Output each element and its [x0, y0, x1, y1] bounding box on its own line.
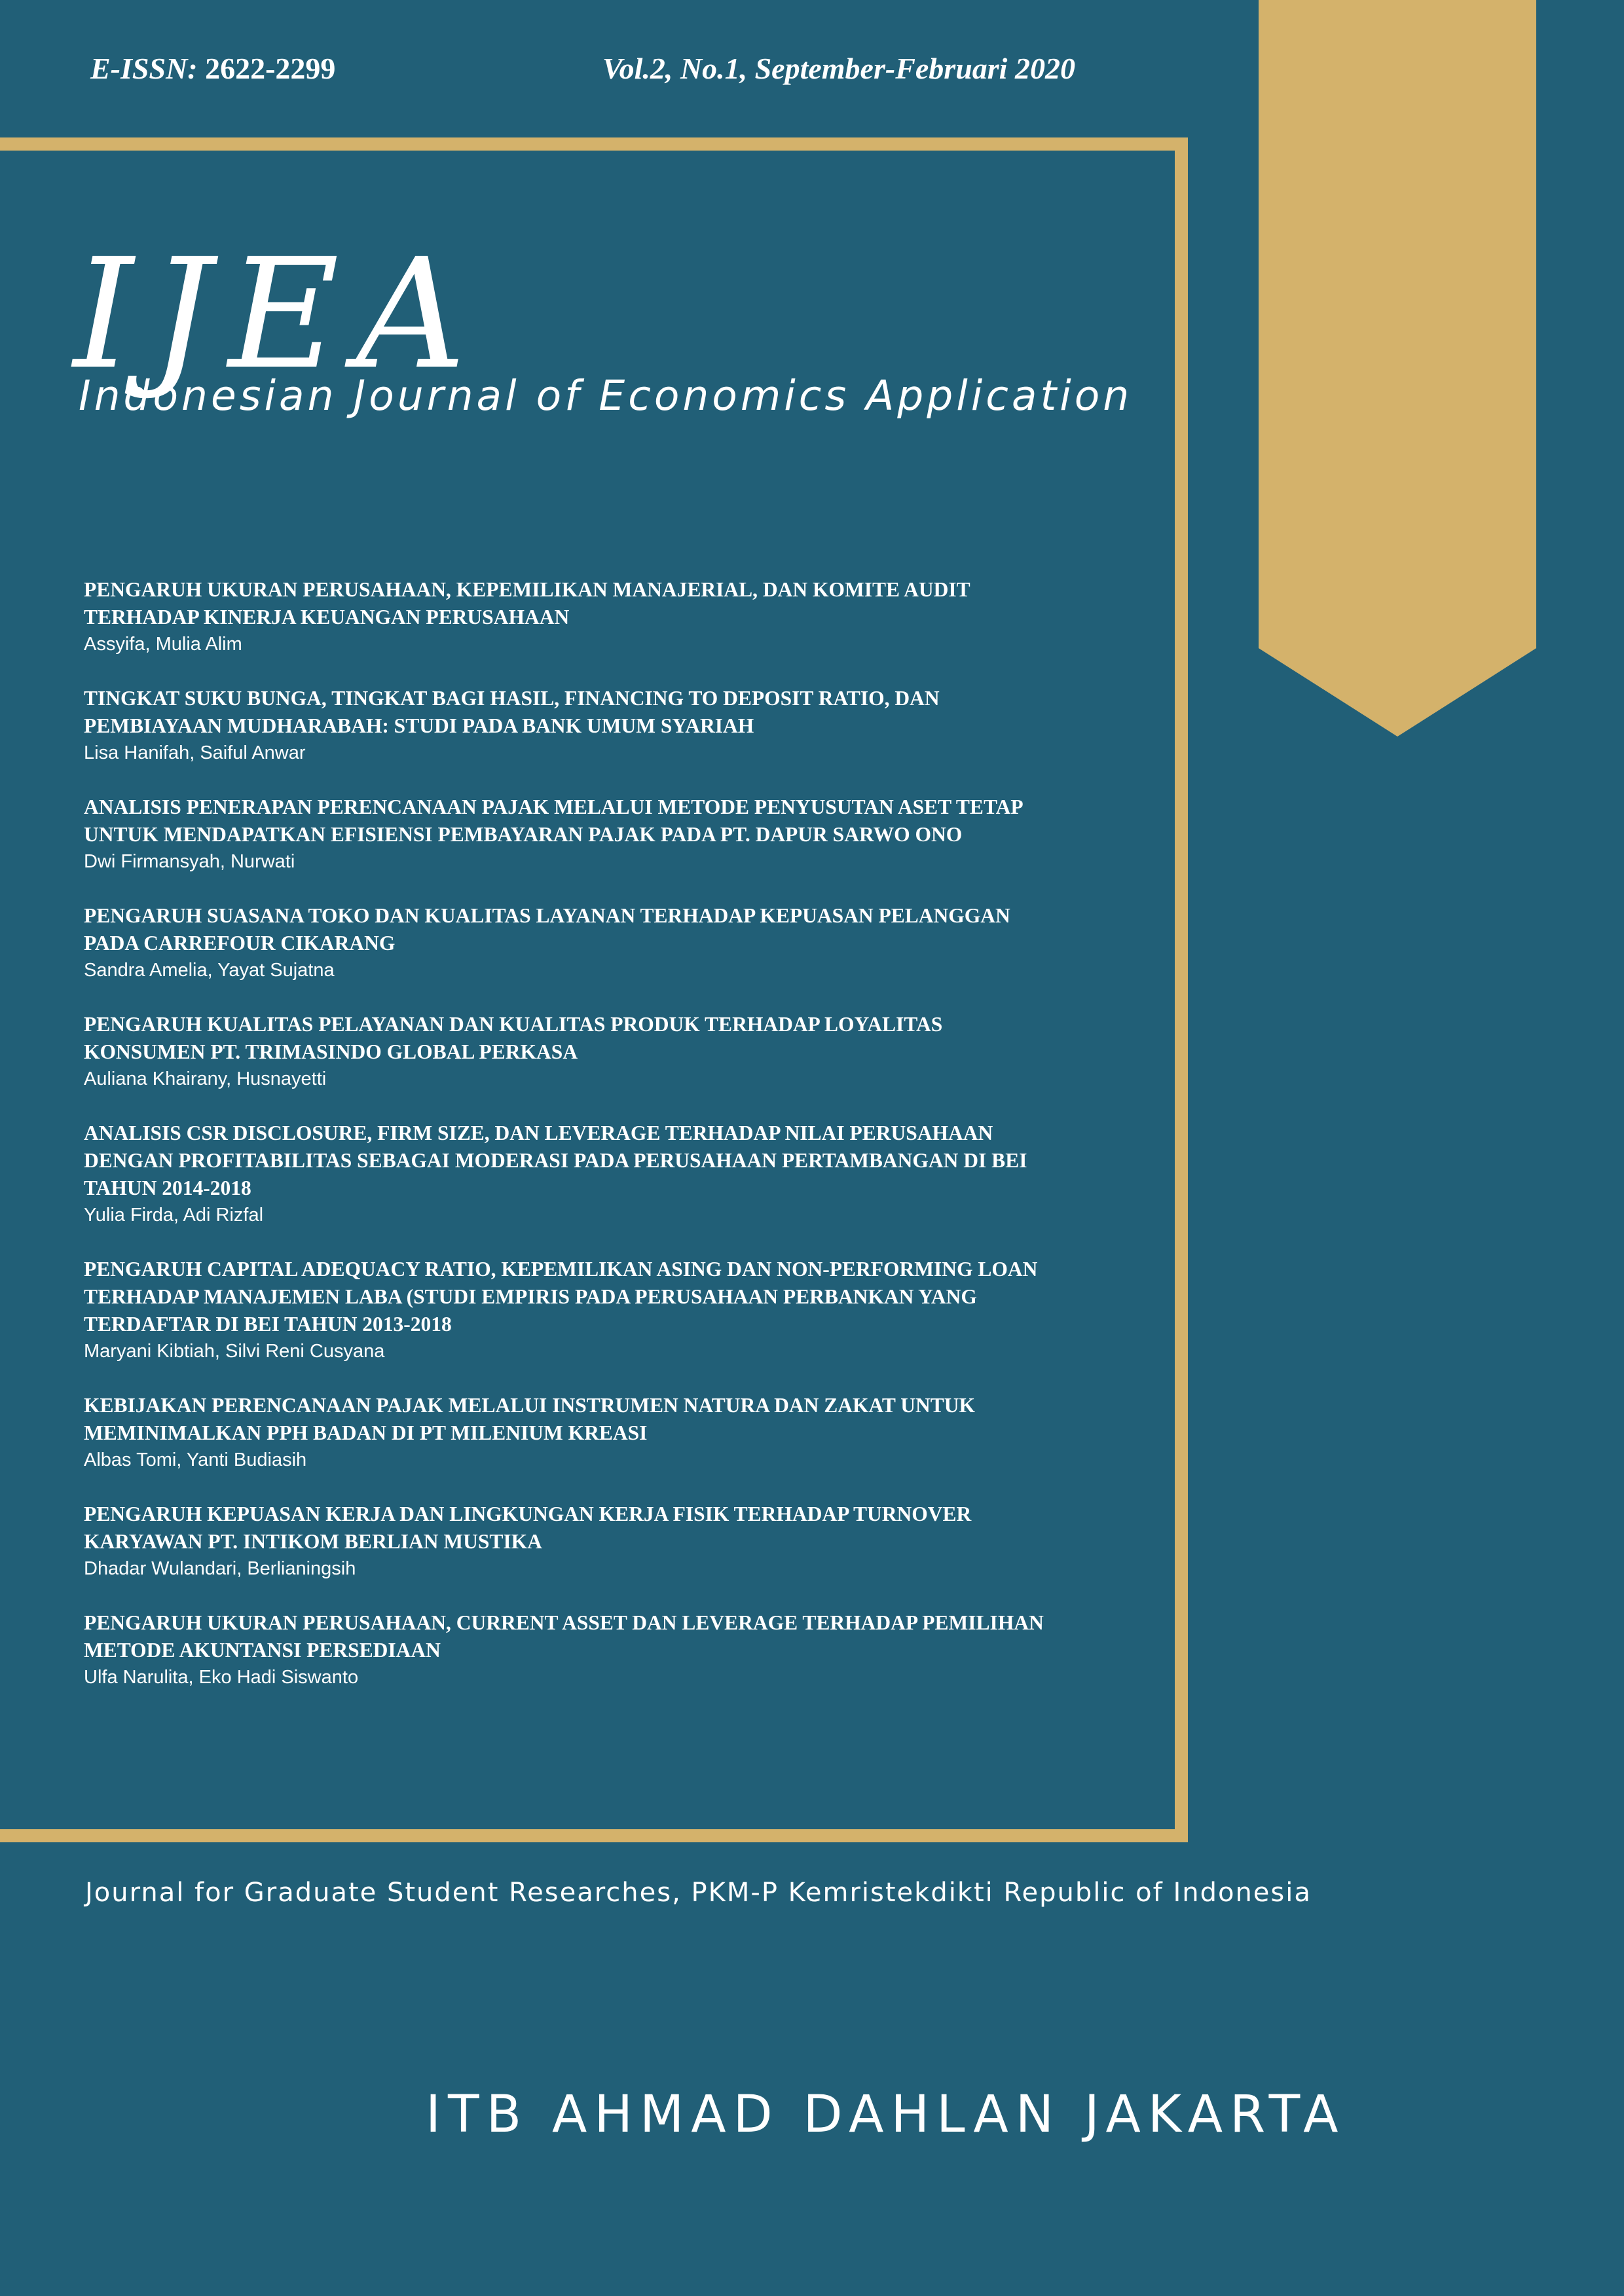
article-title: PENGARUH UKURAN PERUSAHAAN, KEPEMILIKAN MANAJERIAL, DAN KOMITE AUDIT TERHADAP KINERJA KEUANGAN PERUSAHAAN — [84, 578, 970, 629]
journal-tagline: Journal for Graduate Student Researches, PKM-P Kemristekdikti Republic of Indonesia — [85, 1878, 1312, 1908]
article-authors: Dwi Firmansyah, Nurwati — [84, 851, 295, 872]
article-entry — [84, 1609, 1066, 1690]
bookmark-ribbon-icon — [1259, 0, 1536, 737]
article-entry — [84, 793, 1066, 875]
article-title: ANALISIS CSR DISCLOSURE, FIRM SIZE, DAN LEVERAGE TERHADAP NILAI PERUSAHAAN DENGAN PROFITABILITAS SEBAGAI MODERASI PADA PERUSAHAAN PERTAMBANGAN DI BEI TAHUN 2014-2018 — [84, 1121, 1027, 1199]
article-entry — [84, 1392, 1066, 1473]
issn-label: E-ISSN: — [90, 52, 198, 85]
article-title: TINGKAT SUKU BUNGA, TINGKAT BAGI HASIL, FINANCING TO DEPOSIT RATIO, DAN PEMBIAYAAN MUDHARABAH: STUDI PADA BANK UMUM SYARIAH — [84, 687, 940, 737]
article-entry — [84, 685, 1066, 766]
article-authors: Auliana Khairany, Husnayetti — [84, 1068, 327, 1089]
article-title: PENGARUH CAPITAL ADEQUACY RATIO, KEPEMILIKAN ASING DAN NON-PERFORMING LOAN TERHADAP MANAJEMEN LABA (STUDI EMPIRIS PADA PERUSAHAAN PERBANKAN YANG TERDAFTAR DI BEI TAHUN 2013-2018 — [84, 1258, 1038, 1336]
article-authors: Maryani Kibtiah, Silvi Reni Cusyana — [84, 1341, 385, 1362]
article-entry — [84, 902, 1066, 983]
article-title: PENGARUH SUASANA TOKO DAN KUALITAS LAYANAN TERHADAP KEPUASAN PELANGGAN PADA CARREFOUR CIKARANG — [84, 904, 1010, 955]
article-entry — [84, 1501, 1066, 1582]
institution-name: ITB AHMAD DAHLAN JAKARTA — [426, 2085, 1346, 2144]
article-entry — [84, 576, 1066, 657]
journal-name: Indonesian Journal of Economics Application — [79, 372, 1133, 420]
article-entry — [84, 1256, 1066, 1364]
volume-info: Vol.2, No.1, September-Februari 2020 — [602, 52, 1075, 85]
article-authors: Ulfa Narulita, Eko Hadi Siswanto — [84, 1667, 359, 1688]
article-title: PENGARUH KUALITAS PELAYANAN DAN KUALITAS PRODUK TERHADAP LOYALITAS KONSUMEN PT. TRIMASINDO GLOBAL PERKASA — [84, 1013, 943, 1063]
article-title: ANALISIS PENERAPAN PERENCANAAN PAJAK MELALUI METODE PENYUSUTAN ASET TETAP UNTUK MENDAPATKAN EFISIENSI PEMBAYARAN PAJAK PADA PT. DAPUR SARWO ONO — [84, 795, 1022, 846]
article-authors: Albas Tomi, Yanti Budiasih — [84, 1449, 307, 1470]
article-authors: Yulia Firda, Adi Rizfal — [84, 1205, 264, 1226]
issn-header — [90, 51, 335, 86]
article-authors: Lisa Hanifah, Saiful Anwar — [84, 742, 306, 763]
article-authors: Sandra Amelia, Yayat Sujatna — [84, 960, 335, 981]
article-authors: Assyifa, Mulia Alim — [84, 634, 242, 655]
article-list — [84, 576, 1066, 1718]
article-entry — [84, 1011, 1066, 1092]
article-entry — [84, 1120, 1066, 1228]
article-authors: Dhadar Wulandari, Berlianingsih — [84, 1558, 356, 1579]
journal-acronym: IJEA — [73, 226, 483, 403]
article-title: PENGARUH UKURAN PERUSAHAAN, CURRENT ASSET DAN LEVERAGE TERHADAP PEMILIHAN METODE AKUNTANSI PERSEDIAAN — [84, 1611, 1044, 1662]
article-title: PENGARUH KEPUASAN KERJA DAN LINGKUNGAN KERJA FISIK TERHADAP TURNOVER KARYAWAN PT. INTIKOM BERLIAN MUSTIKA — [84, 1503, 972, 1553]
issn-number: 2622-2299 — [205, 52, 336, 85]
article-title: KEBIJAKAN PERENCANAAN PAJAK MELALUI INSTRUMEN NATURA DAN ZAKAT UNTUK MEMINIMALKAN PPH BADAN DI PT MILENIUM KREASI — [84, 1394, 976, 1444]
